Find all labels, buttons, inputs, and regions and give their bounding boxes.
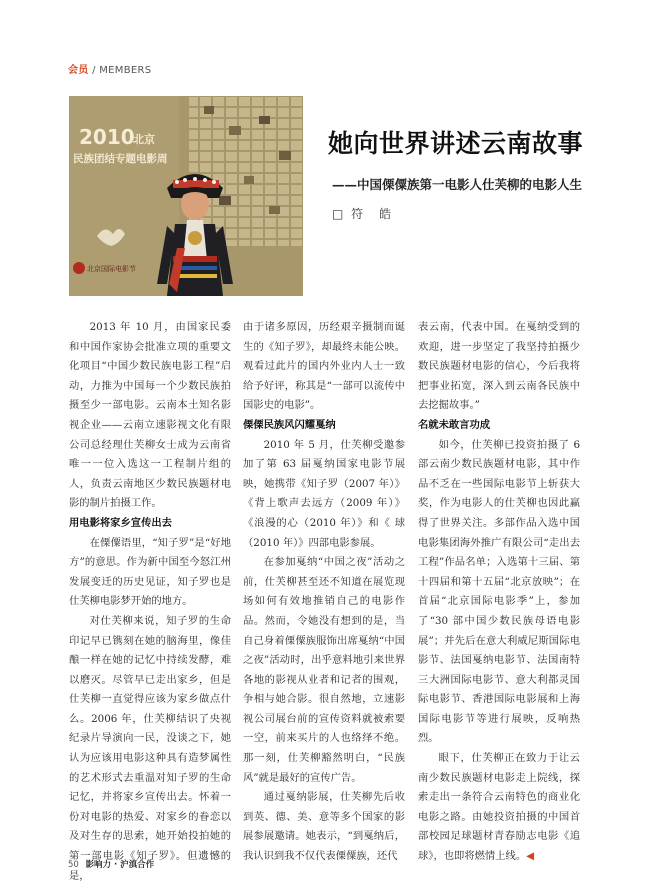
article-title: 她向世界讲述云南故事: [328, 129, 584, 158]
festival-logo-icon: [73, 262, 85, 274]
column-3: [418, 318, 580, 867]
paragraph: 对仕芙柳来说，知子罗的生命印记早已镌刻在她的脑海里，像佳酿一样在她的记忆中持续发酵，难以磨灭。尽管早已走出家乡，但是仕芙柳一直觉得应该为家乡做点什么。2006 年，仕芙柳结识了央视纪录片导演向一民，没谈之下，她认为应该用电影这种具有造梦属性的艺术形式去重温对知子罗的生命记忆，并将家乡宣传出去。怀着一份对电影的热爱、对家乡的眷恋以及对生存的思索，她开始投拍她的第一部电影《知子罗》。但遗憾的是，: [69, 614, 231, 882]
festival-logo-text: 北京国际电影节: [87, 265, 136, 273]
section-heading: 名就未敢言功成: [418, 418, 491, 431]
page-footer: [68, 858, 154, 870]
paragraph: 2010 年 5 月，仕芙柳受邀参加了第 63 届戛纳国家电影节展映，她携带《知子罗（2007 年）》《背上歌声去远方（2009 年）》《浪漫的心（2010 年）》和《 球（2010 年）》四部电影参展。: [243, 438, 405, 549]
paragraph: 在参加戛纳“中国之夜”活动之前，仕芙柳甚至还不知道在展览现场如何有效地推销自己的电影作品。然而，令她没有想到的是，当自己身着傈僳族服饰出席戛纳“中国之夜”活动时，出乎意料地引来世界各地的影视从业者和记者的围观，争相与她合影。很自然地，立速影视公司展台前的宣传资料就被索要一空，前来买片的人也络绎不绝。那一刻，仕芙柳豁然明白，“民族风”就是最好的宣传广告。: [243, 556, 405, 784]
end-mark-icon: ◀: [526, 850, 535, 863]
paragraph: 由于诸多原因，历经艰辛摄制而诞生的《知子罗》，却最终未能公映。观看过此片的国内外业内人士一致给予好评，称其是“一部可以流传中国影史的电影”。: [243, 321, 405, 412]
article-subtitle: ——中国傈僳族第一电影人仕芙柳的电影人生: [332, 177, 583, 192]
paragraph: 2013 年 10 月，由国家民委和中国作家协会批准立项的重要文化项目“中国少数民族电影工程”启动，力推为中国每一个少数民族拍摄至少一部电影。云南本土知名影视企业——云南立速影视文化有限公司总经理仕芙柳女士成为云南省唯一一位入选这一工程制片组的人，负责云南地区少数民族题材电影的制片拍摄工作。: [69, 321, 231, 510]
banner-city: 北京: [133, 133, 155, 146]
paragraph: 如今，仕芙柳已投资拍摄了 6 部云南少数民族题材电影，其中作品不乏在一些国际电影节上斩获大奖，作为电影人的仕芙柳也因此赢得了世界关注。多部作品入选中国电影集团海外推广有限公司“走出去工程”作品名单；入选第十三届、第十四届和第十五届“北京放映”；在首届“北京国际电影季”上，参加了“30 部中国少数民族母语电影展”；并先后在意大利威尼斯国际电影节、法国戛纳电影节、法国南特三大洲国际电影节、意大利都灵国际电影节、香港国际电影展和上海国际电影节等进行展映，反响热烈。: [418, 438, 580, 745]
banner-line2: 民族团结专题电影周: [73, 153, 168, 165]
section-heading: 傈傈民族风闪耀戛纳: [243, 418, 336, 431]
section-label-separator: /: [88, 65, 100, 76]
photo-illustration: [69, 96, 303, 296]
column-1: [69, 318, 231, 886]
banner-year: 2010: [79, 125, 135, 149]
section-heading: 用电影将家乡宣传出去: [69, 516, 172, 529]
paragraph: 在傈僳语里，“知子罗”是“好地方”的意思。作为新中国至今怒江州发展变迁的历史见证，知子罗也是仕芙柳电影梦开始的地方。: [69, 536, 231, 608]
article-photo: [69, 96, 303, 296]
section-label: [68, 61, 151, 76]
paragraph: 表云南，代表中国。在戛纳受到的欢迎，进一步坚定了我坚持拍摄少数民族题材电影的信心，今后我将把事业拓宽，深入到云南各民族中去挖掘故事。”: [418, 321, 580, 412]
paragraph: 通过戛纳影展，仕芙柳先后收到英、德、美、意等多个国家的影展参展邀请。她表示，“到戛纳后，我认识到我不仅代表傈僳族，还代: [243, 791, 405, 863]
section-label-en: MEMBERS: [99, 65, 152, 76]
column-2: [243, 318, 405, 867]
paragraph-final-text: 眼下，仕芙柳正在致力于让云南少数民族题材电影走上院线，探索走出一条符合云南特色的商业化电影之路。由她投资拍摄的中国首部校园足球题材青春励志电影《追球》，也即将燃情上线。: [418, 752, 580, 863]
article-author: □ 符 皓: [332, 207, 394, 221]
paragraph-final: [418, 749, 580, 867]
section-label-zh: 会员: [68, 65, 89, 76]
magazine-name: 影响力 · 沪滇合作: [85, 860, 155, 870]
page-number: 50: [68, 860, 79, 870]
